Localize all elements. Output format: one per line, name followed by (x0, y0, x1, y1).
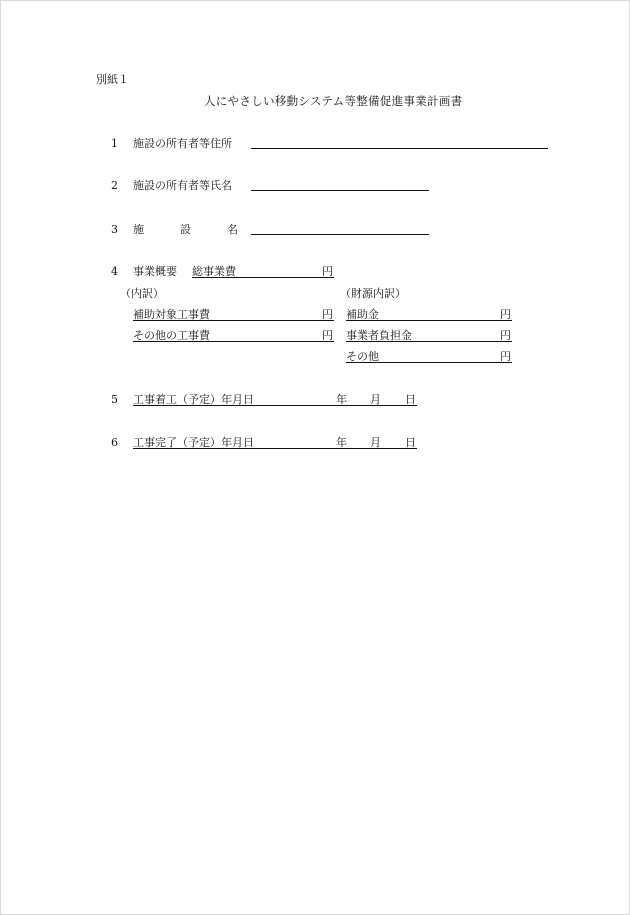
item-3-blank-line (251, 234, 429, 235)
item-4-number: 4 (111, 265, 118, 278)
item-5-day: 日 (405, 393, 416, 406)
breakdown-row-unit: 円 (322, 329, 333, 342)
item-4-label: 事業概要 (133, 265, 177, 278)
total-cost-underline (192, 277, 334, 278)
item-5-number: 5 (111, 393, 118, 406)
total-cost-label: 総事業費 (192, 265, 236, 278)
item-6-number: 6 (111, 436, 118, 449)
item-3-label-char-2: 設 (180, 223, 191, 236)
item-6-underline (133, 448, 417, 449)
breakdown-row-unit: 円 (322, 308, 333, 321)
item-5-month: 月 (370, 393, 381, 406)
funding-row-underline (346, 341, 512, 342)
annex-label: 別紙１ (96, 73, 129, 86)
funding-heading: （財源内訳） (340, 287, 406, 300)
item-1-blank-line (251, 148, 548, 149)
funding-row-label: 補助金 (346, 308, 379, 321)
document-title: 人にやさしい移動システム等整備促進事業計画書 (204, 94, 463, 108)
item-3-number: 3 (111, 223, 118, 236)
funding-row-unit: 円 (500, 350, 511, 363)
item-6-label: 工事完了（予定）年月日 (133, 436, 254, 449)
item-6-month: 月 (370, 436, 381, 449)
item-5-year: 年 (336, 393, 347, 406)
breakdown-heading: （内訳） (120, 287, 164, 300)
funding-row-unit: 円 (500, 329, 511, 342)
item-2-blank-line (251, 190, 429, 191)
breakdown-row-underline (133, 341, 334, 342)
item-6-day: 日 (405, 436, 416, 449)
funding-row-label: 事業者負担金 (346, 329, 412, 342)
funding-row-underline (346, 362, 512, 363)
breakdown-row-underline (133, 320, 334, 321)
funding-row-underline (346, 320, 512, 321)
breakdown-row-label: その他の工事費 (133, 329, 210, 342)
total-cost-unit: 円 (322, 265, 333, 278)
item-1-label: 施設の所有者等住所 (133, 137, 232, 150)
item-5-underline (133, 405, 417, 406)
item-1-number: 1 (111, 137, 118, 150)
item-2-number: 2 (111, 179, 118, 192)
item-6-year: 年 (336, 436, 347, 449)
funding-row-unit: 円 (500, 308, 511, 321)
item-5-label: 工事着工（予定）年月日 (133, 393, 254, 406)
breakdown-row-label: 補助対象工事費 (133, 308, 210, 321)
item-2-label: 施設の所有者等氏名 (133, 179, 232, 192)
funding-row-label: その他 (346, 350, 379, 363)
item-3-label-char-1: 施 (133, 223, 144, 236)
item-3-label-char-3: 名 (227, 223, 238, 236)
